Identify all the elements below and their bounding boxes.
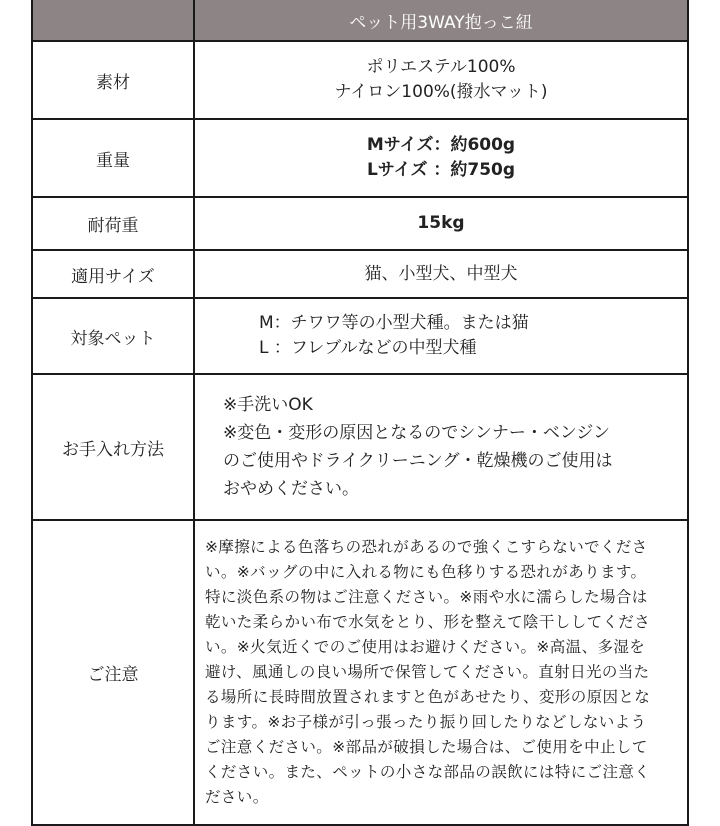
notes-line: ださい。 [205,788,269,806]
row-label: 重量 [32,119,194,197]
target-pet-line: L ：フレブルなどの中型犬種 [259,338,477,358]
notes-line: ※摩擦による色落ちの恐れがあるので強くこすらないでくださ [205,538,648,556]
material-line: ナイロン100%(撥水マット) [334,82,548,102]
notes-line: ご注意ください。※部品が破損した場合は、ご使用を中止して [205,738,648,756]
table-row-target-pet [32,298,688,374]
table-header-row [32,0,688,41]
row-value [194,119,688,197]
table-row-weight [32,119,688,197]
notes-line: ください。また、ペットの小さな部品の誤飲には特にご注意く [205,763,651,781]
row-label: 素材 [32,41,194,119]
table-row-applicable-size [32,250,688,298]
header-label-cell [32,0,194,41]
notes-line: 乾いた柔らかい布で水気をとり、形を整えて陰干ししてくださ [205,613,651,631]
row-value [194,374,688,520]
row-label: お手入れ方法 [32,374,194,520]
notes-line: る場所に長時間放置されますと色があせたり、変形の原因とな [205,688,651,706]
notes-line: い。※バッグの中に入れる物にも色移りする恐れがあります。 [205,563,647,581]
care-line: おやめください。 [223,479,359,499]
care-line: ※変色・変形の原因となるのでシンナー・ベンジン [223,423,610,443]
table-row-notes [32,520,688,825]
care-line: のご使用やドライクリーニング・乾燥機のご使用は [223,451,613,471]
care-line: ※手洗いOK [223,395,313,415]
weight-line: Mサイズ：約600g [366,135,516,155]
row-value [194,41,688,119]
target-pet-line: M：チワワ等の小型犬種。または猫 [259,313,529,333]
table-row-material [32,41,688,119]
weight-line: Lサイズ ：約750g [366,160,516,180]
row-value: 15kg [194,197,688,250]
material-line: ポリエステル100% [366,57,516,77]
row-label: 耐荷重 [32,197,194,250]
product-title: ペット用3WAY抱っこ紐 [194,0,688,41]
row-label: 適用サイズ [32,250,194,298]
row-value [194,298,688,374]
notes-line: 避け、風通しの良い場所で保管してください。直射日光の当た [205,663,650,681]
table-row-care [32,374,688,520]
product-spec-table [31,0,689,826]
notes-line: い。※火気近くでのご使用はお避けください。※高温、多湿を [205,638,646,656]
table-row-load-capacity [32,197,688,250]
notes-line: 特に淡色系の物はご注意ください。※雨や水に濡らした場合は [205,588,648,606]
notes-line: ります。※お子様が引っ張ったり振り回したりなどしないよう [205,713,647,731]
row-value [194,520,688,825]
row-label: ご注意 [32,520,194,825]
row-value: 猫、小型犬、中型犬 [194,250,688,298]
row-label: 対象ペット [32,298,194,374]
